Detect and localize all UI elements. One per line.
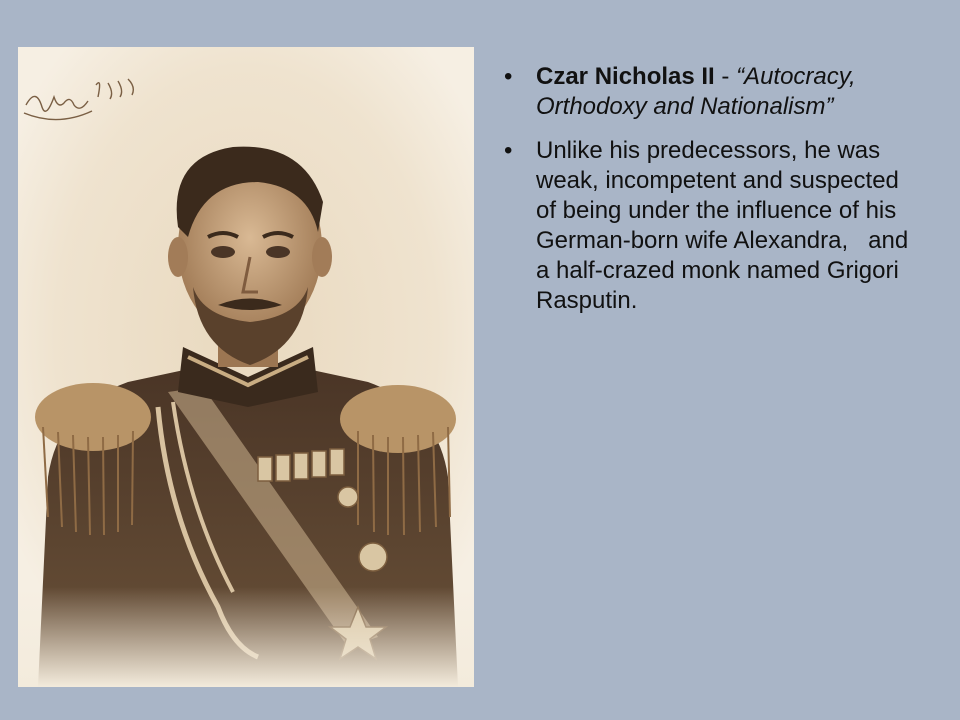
bullet-separator: -: [714, 63, 737, 90]
portrait-image: [18, 47, 474, 687]
bullet-quote: “Autocracy, Orthodoxy and Nationalism”: [536, 63, 856, 120]
bullet-dot: •: [504, 63, 513, 90]
bullet-item-description: [500, 136, 920, 316]
bullet-title: Czar Nicholas II: [536, 63, 715, 90]
bullet-dot: •: [504, 137, 513, 164]
bullet-list: [500, 62, 920, 330]
bullet-item-czar: [500, 62, 920, 122]
portrait-photo: [18, 47, 474, 687]
bullet-text: Unlike his predecessors, he was weak, incompetent and suspected of being under the influence of his German-born wife Alexandra, and a half-crazed monk named Grigori Rasputin.: [536, 137, 915, 314]
